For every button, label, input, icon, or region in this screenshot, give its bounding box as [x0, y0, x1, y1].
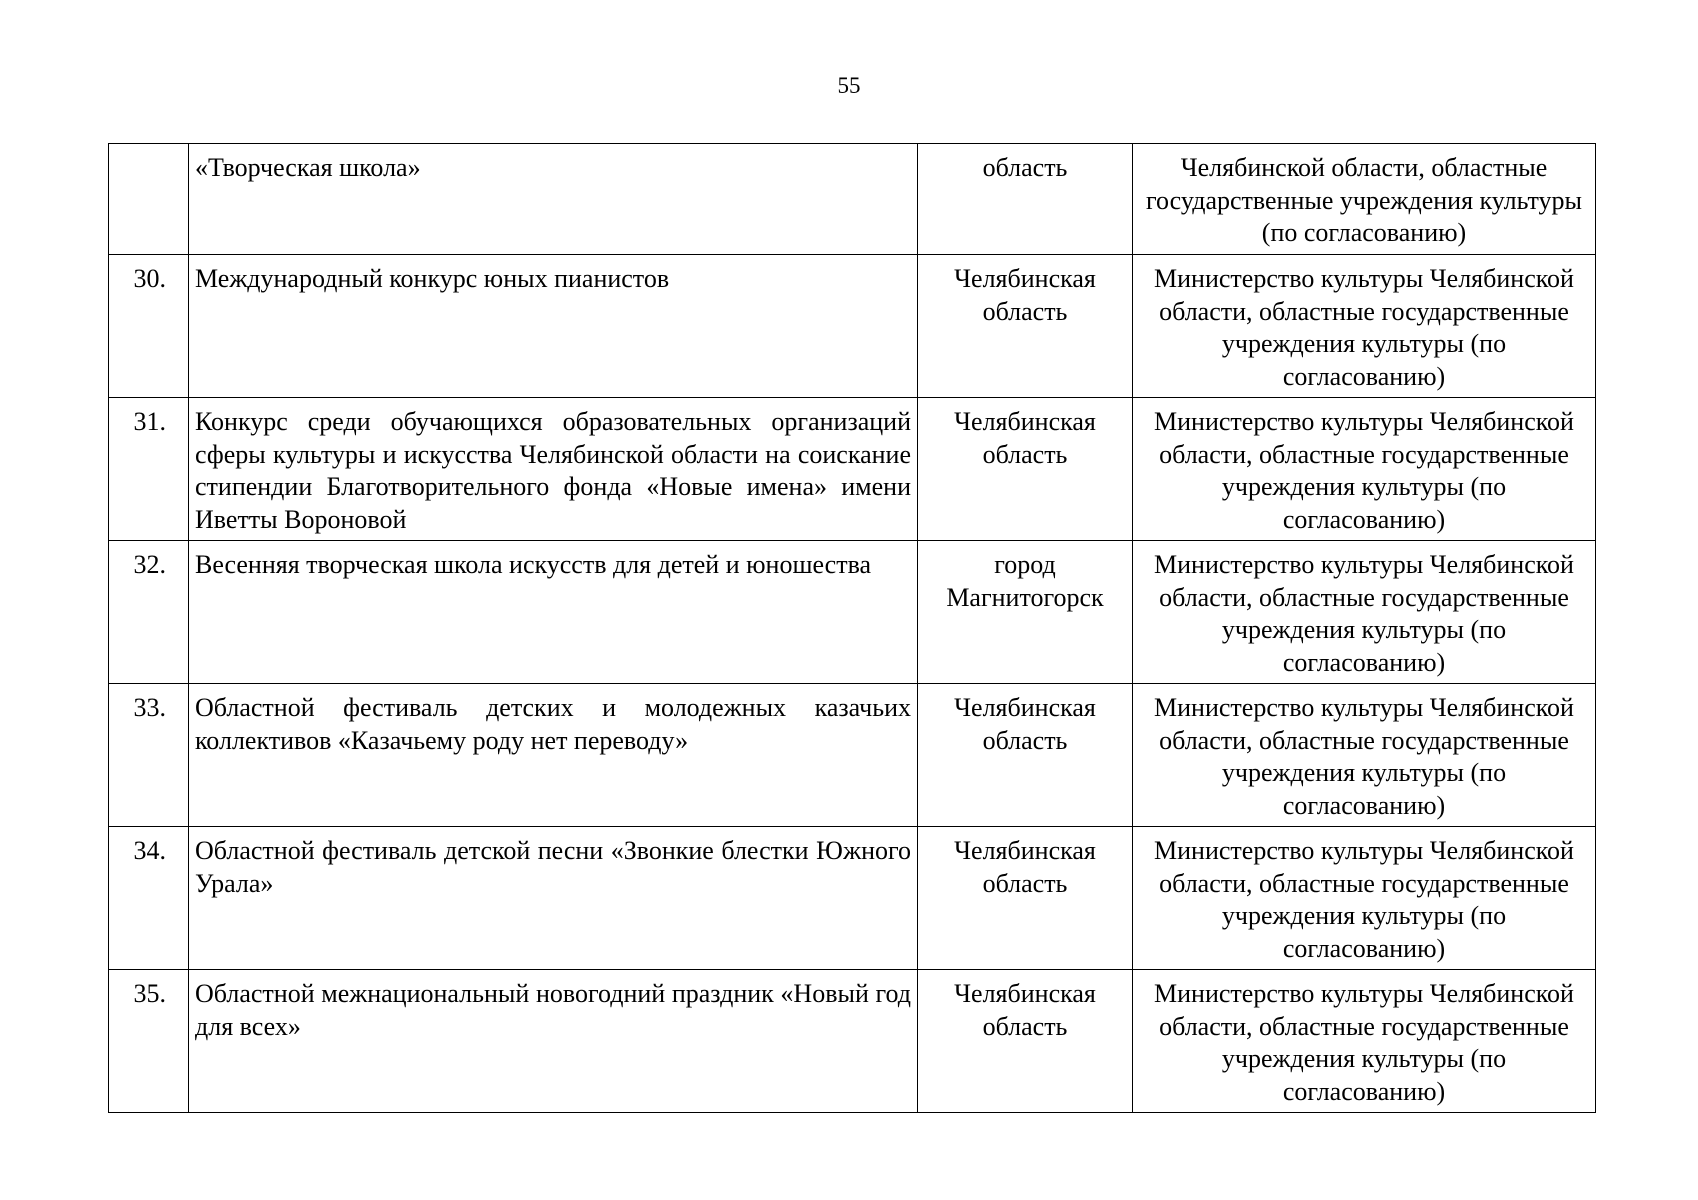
row-number: 30.	[109, 255, 189, 398]
table-row	[109, 255, 1596, 398]
event-name: «Творческая школа»	[189, 144, 918, 255]
events-table	[108, 143, 1596, 1113]
event-responsible: Министерство культуры Челябинской области, областные государственные учреждения культуры (по согласованию)	[1133, 684, 1596, 827]
table-row	[109, 541, 1596, 684]
table-row	[109, 827, 1596, 970]
table-row	[109, 970, 1596, 1113]
event-responsible: Министерство культуры Челябинской области, областные государственные учреждения культуры (по согласованию)	[1133, 827, 1596, 970]
event-responsible: Челябинской области, областные государственные учреждения культуры (по согласованию)	[1133, 144, 1596, 255]
event-name: Областной фестиваль детской песни «Звонкие блестки Южного Урала»	[189, 827, 918, 970]
row-number: 35.	[109, 970, 189, 1113]
table-row	[109, 398, 1596, 541]
event-responsible: Министерство культуры Челябинской области, областные государственные учреждения культуры (по согласованию)	[1133, 398, 1596, 541]
event-responsible: Министерство культуры Челябинской области, областные государственные учреждения культуры (по согласованию)	[1133, 970, 1596, 1113]
event-name: Областной межнациональный новогодний праздник «Новый год для всех»	[189, 970, 918, 1113]
event-responsible: Министерство культуры Челябинской области, областные государственные учреждения культуры (по согласованию)	[1133, 255, 1596, 398]
row-number	[109, 144, 189, 255]
event-name: Областной фестиваль детских и молодежных казачьих коллективов «Казачьему роду нет переводу»	[189, 684, 918, 827]
event-responsible: Министерство культуры Челябинской области, областные государственные учреждения культуры (по согласованию)	[1133, 541, 1596, 684]
row-number: 31.	[109, 398, 189, 541]
event-name: Международный конкурс юных пианистов	[189, 255, 918, 398]
event-place: Челябинская область	[918, 684, 1133, 827]
event-place: город Магнитогорск	[918, 541, 1133, 684]
event-place: область	[918, 144, 1133, 255]
event-place: Челябинская область	[918, 827, 1133, 970]
table-row	[109, 144, 1596, 255]
event-place: Челябинская область	[918, 970, 1133, 1113]
event-place: Челябинская область	[918, 255, 1133, 398]
row-number: 34.	[109, 827, 189, 970]
table-row	[109, 684, 1596, 827]
row-number: 32.	[109, 541, 189, 684]
row-number: 33.	[109, 684, 189, 827]
event-place: Челябинская область	[918, 398, 1133, 541]
event-name: Конкурс среди обучающихся образовательных организаций сферы культуры и искусства Челябинской области на соискание стипендии Благотворительного фонда «Новые имена» имени Иветты Вороновой	[189, 398, 918, 541]
event-name: Весенняя творческая школа искусств для детей и юношества	[189, 541, 918, 684]
page-number: 55	[837, 73, 861, 98]
